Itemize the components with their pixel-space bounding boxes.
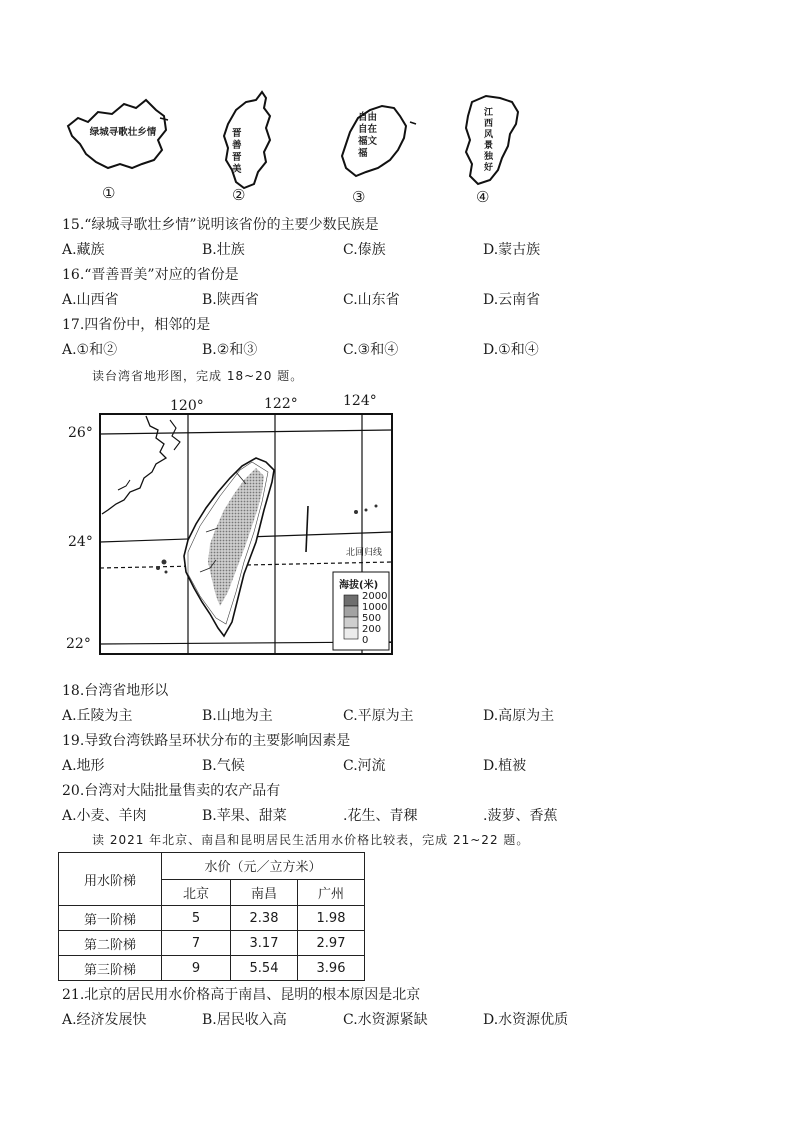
option-16-c[interactable]: C.山东省 [343, 292, 400, 308]
option-19-b[interactable]: B.气候 [202, 758, 245, 774]
option-17-c[interactable]: C.③和④ [343, 342, 399, 358]
option-16-a[interactable]: A.山西省 [62, 292, 119, 308]
option-20-a[interactable]: A.小麦、羊肉 [62, 808, 147, 824]
option-21-d[interactable]: D.水资源优质 [483, 1012, 569, 1028]
question-19: 19.导致台湾铁路呈环状分布的主要影响因素是 [62, 733, 351, 749]
question-18: 18.台湾省地形以 [62, 683, 169, 699]
table-cell: 2.38 [231, 906, 298, 931]
table-cell: 第一阶梯 [59, 906, 162, 931]
option-18-c[interactable]: C.平原为主 [343, 708, 414, 724]
province-label-3: 自由自在福文福 [358, 112, 378, 159]
option-21-c[interactable]: C.水资源紧缺 [343, 1012, 428, 1028]
option-17-a[interactable]: A.①和② [62, 342, 118, 358]
option-21-b[interactable]: B.居民收入高 [202, 1012, 287, 1028]
legend-title: 海拔(米) [339, 580, 379, 591]
option-20-b[interactable]: B.苹果、甜菜 [202, 808, 287, 824]
legend-value-1000: 1000 [362, 602, 388, 613]
option-15-b[interactable]: B.壮族 [202, 242, 245, 258]
option-19-c[interactable]: C.河流 [343, 758, 386, 774]
table-cell: 2.97 [298, 931, 365, 956]
table-cell: 7 [162, 931, 231, 956]
tropic-label: 北回归线 [346, 548, 383, 558]
province-number-4: ④ [476, 188, 490, 206]
table-cell: 5.54 [231, 956, 298, 981]
question-15: 15.“绿城寻歌壮乡情”说明该省份的主要少数民族是 [62, 217, 379, 233]
option-18-d[interactable]: D.高原为主 [483, 708, 555, 724]
question-20: 20.台湾对大陆批量售卖的农产品有 [62, 783, 281, 799]
lon-label-122: 122° [264, 396, 298, 412]
option-19-a[interactable]: A.地形 [62, 758, 105, 774]
province-number-1: ① [102, 184, 116, 202]
legend-value-0: 0 [362, 635, 369, 646]
taiwan-map [60, 392, 400, 664]
option-16-b[interactable]: B.陕西省 [202, 292, 259, 308]
option-15-a[interactable]: A.藏族 [62, 242, 105, 258]
province-label-2: 晋善晋美 [232, 128, 242, 175]
lon-label-124: 124° [343, 393, 377, 409]
lat-label-26: 26° [68, 425, 93, 441]
intro-water-table: 读 2021 年北京、南昌和昆明居民生活用水价格比较表，完成 21~22 题。 [92, 833, 530, 847]
lat-label-22: 22° [66, 636, 91, 652]
province-number-3: ③ [352, 188, 366, 206]
option-18-b[interactable]: B.山地为主 [202, 708, 273, 724]
table-col-nanchang: 南昌 [231, 879, 298, 906]
option-17-d[interactable]: D.①和④ [483, 342, 539, 358]
option-19-d[interactable]: D.植被 [483, 758, 527, 774]
water-price-table [58, 852, 365, 981]
table-row [59, 906, 365, 931]
lon-label-120: 120° [170, 398, 204, 414]
question-16: 16.“晋善晋美”对应的省份是 [62, 267, 239, 283]
province-label-1: 绿城寻歌壮乡情 [89, 127, 157, 138]
mainland-coast [102, 416, 166, 514]
question-17: 17.四省份中，相邻的是 [62, 317, 211, 333]
table-header-tier: 用水阶梯 [59, 853, 162, 906]
option-20-c[interactable]: .花生、青稞 [343, 808, 418, 824]
option-20-d[interactable]: .菠萝、香蕉 [483, 808, 558, 824]
table-col-guangzhou: 广州 [298, 879, 365, 906]
option-18-a[interactable]: A.丘陵为主 [62, 708, 133, 724]
lat-label-24: 24° [68, 534, 93, 550]
table-header-price: 水价（元／立方米） [162, 853, 365, 880]
table-cell: 第二阶梯 [59, 931, 162, 956]
option-17-b[interactable]: B.②和③ [202, 342, 258, 358]
table-col-beijing: 北京 [162, 879, 231, 906]
table-cell: 3.17 [231, 931, 298, 956]
province-outline-2 [224, 92, 270, 188]
question-21: 21.北京的居民用水价格高于南昌、昆明的根本原因是北京 [62, 987, 421, 1003]
table-cell: 5 [162, 906, 231, 931]
legend-value-500: 500 [362, 613, 382, 624]
table-row [59, 931, 365, 956]
option-21-a[interactable]: A.经济发展快 [62, 1012, 147, 1028]
legend-value-200: 200 [362, 624, 382, 635]
intro-taiwan-map: 读台湾省地形图，完成 18~20 题。 [92, 369, 304, 383]
table-row [59, 956, 365, 981]
option-16-d[interactable]: D.云南省 [483, 292, 541, 308]
option-15-d[interactable]: D.蒙古族 [483, 242, 541, 258]
province-outlines [60, 88, 540, 206]
province-number-2: ② [232, 186, 246, 204]
legend-value-2000: 2000 [362, 591, 388, 602]
option-15-c[interactable]: C.傣族 [343, 242, 386, 258]
table-cell: 第三阶梯 [59, 956, 162, 981]
table-cell: 3.96 [298, 956, 365, 981]
table-cell: 1.98 [298, 906, 365, 931]
table-cell: 9 [162, 956, 231, 981]
province-label-4: 江西风景独好 [484, 108, 494, 173]
